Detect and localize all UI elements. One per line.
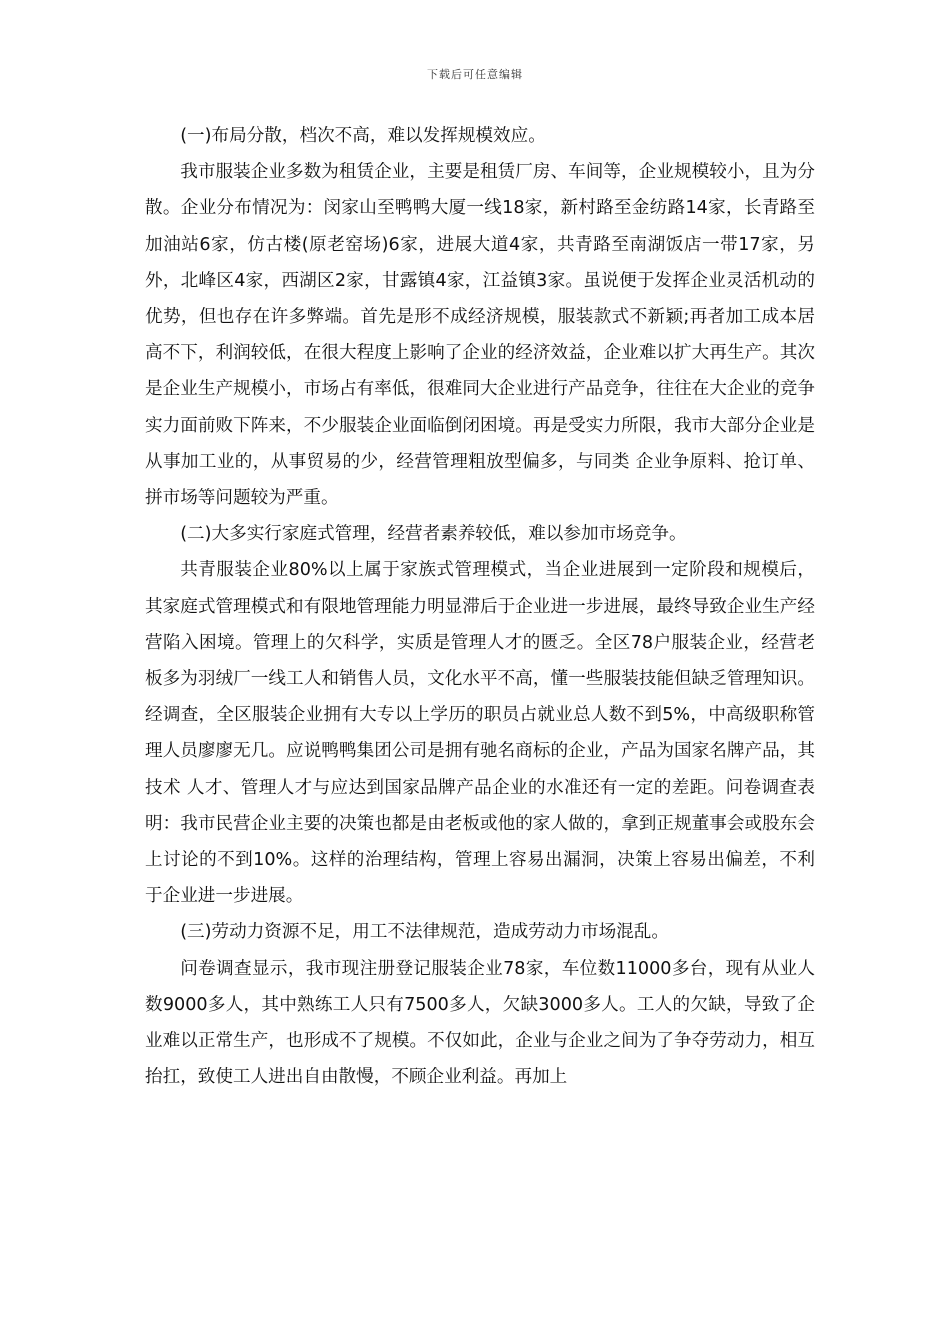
paragraph-2: 共青服装企业80%以上属于家族式管理模式，当企业进展到一定阶段和规模后，其家庭式管理模式和有限地管理能力明显滞后于企业进一步进展，最终导致企业生产经营陷入困境。管理上的欠科学，实质是管理人才的匮乏。全区78户服装企业，经营老板多为羽绒厂一线工人和销售人员，文化水平不高，懂一些服装技能但缺乏管理知识。经调查，全区服装企业拥有大专以上学历的职员占就业总人数不到5%，中高级职称管理人员廖廖无几。应说鸭鸭集团公司是拥有驰名商标的企业，产品为国家名牌产品，其技术 人才、管理人才与应达到国家品牌产品企业的水准还有一定的差距。问卷调查表明：我市民营企业主要的决策也都是由老板或他的家人做的，拿到正规董事会或股东会上讨论的不到10%。这样的治理结构，管理上容易出漏洞，决策上容易出偏差，不利于企业进一步进展。 [145,560,815,907]
section-heading-1: (一)布局分散，档次不高，难以发挥规模效应。 [180,126,546,146]
section-heading-2: (二)大多实行家庭式管理，经营者素养较低，难以参加市场竞争。 [180,524,687,545]
page-header: 下载后可任意编辑 [427,68,523,81]
paragraph-3: 问卷调查显示，我市现注册登记服装企业78家，车位数11000多台，现有从业人数9000多人，其中熟练工人只有7500多人，欠缺3000多人。工人的欠缺，导致了企业难以正常生产，也形成不了规模。不仅如此，企业与企业之间为了争夺劳动力，相互抬扛，致使工人进出自由散慢，不顾企业利益。再加上 [145,958,815,1088]
paragraph-1: 我市服装企业多数为租赁企业，主要是租赁厂房、车间等，企业规模较小，且为分散。企业分布情况为：闵家山至鸭鸭大厦一线18家，新村路至金纺路14家，长青路至加油站6家，仿古楼(原老窑场)6家，进展大道4家，共青路至南湖饭店一带17家，另外，北峰区4家，西湖区2家，甘露镇4家，江益镇3家。虽说便于发挥企业灵活机动的优势，但也存在许多弊端。首先是形不成经济规模，服装款式不新颖;再者加工成本居高不下，利润较低，在很大程度上影响了企业的经济效益，企业难以扩大再生产。其次是企业生产规模小，市场占有率低，很难同大企业进行产品竞争，往往在大企业的竞争实力面前败下阵来，不少服装企业面临倒闭困境。再是受实力所限，我市大部分企业是从事加工业的，从事贸易的少，经营管理粗放型偏多，与同类 企业争原料、抢订单、拼市场等问题较为严重。 [145,162,815,509]
section-heading-3: (三)劳动力资源不足，用工不法律规范，造成劳动力市场混乱。 [180,922,669,943]
document-body [145,118,815,1095]
